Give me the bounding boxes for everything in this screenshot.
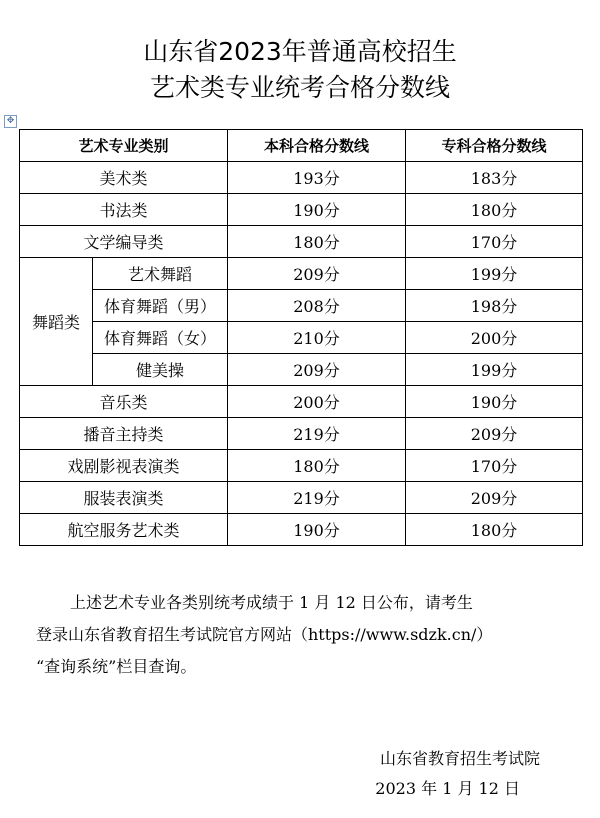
college-score: 170分 xyxy=(406,450,583,482)
category-cell: 服装表演类 xyxy=(20,482,228,514)
table-row xyxy=(20,354,583,386)
table-row xyxy=(20,418,583,450)
title-line-1: 山东省2023年普通高校招生 xyxy=(143,37,457,66)
undergrad-score: 180分 xyxy=(228,450,406,482)
category-cell: 音乐类 xyxy=(20,386,228,418)
table-row xyxy=(20,322,583,354)
undergrad-score: 210分 xyxy=(228,322,406,354)
undergrad-score: 193分 xyxy=(228,162,406,194)
signature-date: 2023 年 1 月 12 日 xyxy=(375,779,520,798)
table-row xyxy=(20,162,583,194)
table-row xyxy=(20,386,583,418)
college-score: 209分 xyxy=(406,418,583,450)
dance-group-cell: 舞蹈类 xyxy=(20,258,93,386)
undergrad-score: 190分 xyxy=(228,514,406,546)
table-row xyxy=(20,226,583,258)
category-cell: 文学编导类 xyxy=(20,226,228,258)
college-score: 170分 xyxy=(406,226,583,258)
college-score: 198分 xyxy=(406,290,583,322)
table-row xyxy=(20,258,583,290)
college-score: 209分 xyxy=(406,482,583,514)
header-category: 艺术专业类别 xyxy=(20,130,228,162)
undergrad-score: 180分 xyxy=(228,226,406,258)
title-line-2: 艺术类专业统考合格分数线 xyxy=(149,73,450,102)
table-row xyxy=(20,514,583,546)
undergrad-score: 190分 xyxy=(228,194,406,226)
college-score: 199分 xyxy=(406,354,583,386)
table-row xyxy=(20,194,583,226)
header-college: 专科合格分数线 xyxy=(406,130,583,162)
subcategory-cell: 体育舞蹈（男） xyxy=(93,290,228,322)
undergrad-score: 209分 xyxy=(228,258,406,290)
table-row xyxy=(20,482,583,514)
category-cell: 书法类 xyxy=(20,194,228,226)
notice-line-1: 上述艺术专业各类别统考成绩于 1 月 12 日公布，请考生 xyxy=(70,593,473,612)
college-score: 180分 xyxy=(406,514,583,546)
undergrad-score: 209分 xyxy=(228,354,406,386)
undergrad-score: 219分 xyxy=(228,482,406,514)
notice-line-3: “查询系统”栏目查询。 xyxy=(36,657,197,676)
college-score: 200分 xyxy=(406,322,583,354)
category-cell: 播音主持类 xyxy=(20,418,228,450)
college-score: 190分 xyxy=(406,386,583,418)
header-undergrad: 本科合格分数线 xyxy=(228,130,406,162)
score-table xyxy=(19,129,583,546)
college-score: 199分 xyxy=(406,258,583,290)
subcategory-cell: 艺术舞蹈 xyxy=(93,258,228,290)
category-cell: 戏剧影视表演类 xyxy=(20,450,228,482)
notice-line-2: 登录山东省教育招生考试院官方网站（https://www.sdzk.cn/） xyxy=(36,625,493,644)
notice-paragraph xyxy=(36,587,576,683)
category-cell: 美术类 xyxy=(20,162,228,194)
college-score: 183分 xyxy=(406,162,583,194)
table-move-handle-icon[interactable]: ✥ xyxy=(4,115,17,128)
college-score: 180分 xyxy=(406,194,583,226)
category-cell: 航空服务艺术类 xyxy=(20,514,228,546)
undergrad-score: 200分 xyxy=(228,386,406,418)
undergrad-score: 208分 xyxy=(228,290,406,322)
subcategory-cell: 健美操 xyxy=(93,354,228,386)
subcategory-cell: 体育舞蹈（女） xyxy=(93,322,228,354)
signature-org: 山东省教育招生考试院 xyxy=(379,749,540,768)
undergrad-score: 219分 xyxy=(228,418,406,450)
table-header-row xyxy=(20,130,583,162)
table-row xyxy=(20,290,583,322)
table-row xyxy=(20,450,583,482)
